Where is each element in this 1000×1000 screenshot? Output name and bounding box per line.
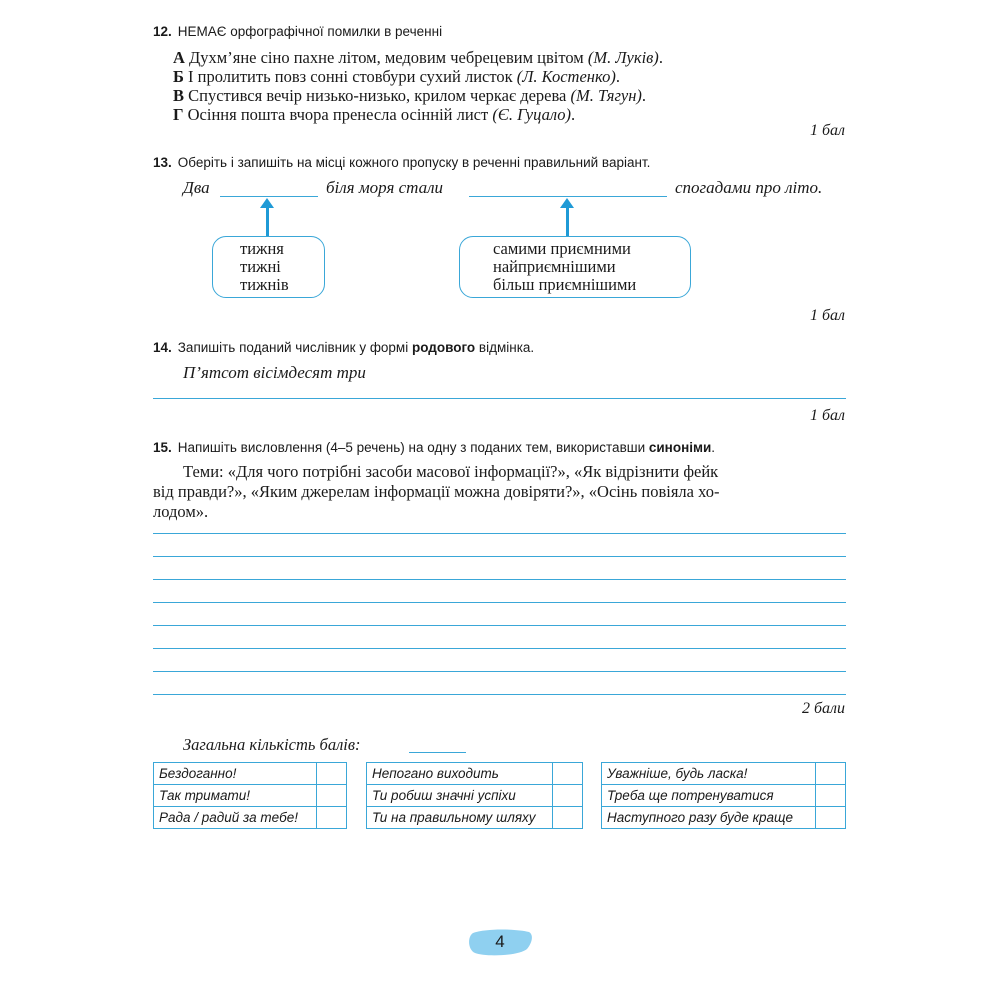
grade-checkbox[interactable]: [317, 807, 347, 829]
grade-table-2: [366, 762, 583, 829]
q12-options: [173, 48, 663, 124]
grade-comment: Ти на правильному шляху: [367, 807, 553, 829]
q13-sentence-part3: спогадами про літо.: [675, 178, 823, 197]
q12-option-a[interactable]: А Духм’яне сіно пахне літом, медовим чебрецевим цвітом (М. Луків).: [173, 48, 663, 67]
grade-comment: Бездоганно!: [154, 763, 317, 785]
q12-score: 1 бал: [809, 122, 845, 139]
grade-checkbox[interactable]: [553, 807, 583, 829]
q12-heading: [153, 24, 442, 39]
q15-answer-line[interactable]: [153, 579, 846, 580]
q13-blank-2[interactable]: [469, 196, 667, 197]
grade-checkbox[interactable]: [816, 785, 846, 807]
q13-box2-option[interactable]: найприємнішими: [493, 257, 616, 276]
q15-answer-line[interactable]: [153, 625, 846, 626]
total-score-field[interactable]: [409, 752, 466, 753]
q15-topics: Теми: «Для чого потрібні засоби масової інформації?», «Як відрізнити фейк від правди?», «Яким джерелам інформації можна довіряти?», «Осінь повіяла хо- лодом».: [153, 462, 720, 521]
q15-answer-line[interactable]: [153, 648, 846, 649]
grade-comment: Так тримати!: [154, 785, 317, 807]
grade-comment: Непогано виходить: [367, 763, 553, 785]
q12-option-h[interactable]: Г Осіння пошта вчора пренесла осінній лист (Є. Гуцало).: [173, 105, 576, 124]
q12-option-b[interactable]: Б І пролитить повз сонні стовбури сухий листок (Л. Костенко).: [173, 67, 620, 86]
q14-answer-line[interactable]: [153, 398, 846, 399]
q15-answer-line[interactable]: [153, 533, 846, 534]
q15-answer-line[interactable]: [153, 671, 846, 672]
q13-box1-option[interactable]: тижні: [240, 257, 281, 276]
total-score-label: Загальна кількість балів:: [183, 735, 361, 754]
page-number-badge: [467, 929, 533, 956]
grade-checkbox[interactable]: [317, 785, 347, 807]
q13-options-box-1: [212, 236, 325, 298]
q13-heading: [153, 155, 650, 170]
grade-comment: Треба ще потренуватися: [602, 785, 816, 807]
q14-number: 14.: [153, 340, 172, 355]
grade-table-3: [601, 762, 846, 829]
q13-box1-option[interactable]: тижнів: [240, 275, 289, 294]
q13-options-box-2: [459, 236, 691, 298]
q12-option-v[interactable]: В Спустився вечір низько-низько, крилом черкає дерева (М. Тягун).: [173, 86, 647, 105]
grade-checkbox[interactable]: [816, 807, 846, 829]
q15-answer-line[interactable]: [153, 556, 846, 557]
q15-score: 2 бали: [801, 700, 845, 717]
q15-number: 15.: [153, 440, 172, 455]
q14-numeral: П’ятсот вісімдесят три: [183, 363, 366, 382]
q15-answer-line[interactable]: [153, 602, 846, 603]
grade-checkbox[interactable]: [553, 763, 583, 785]
q15-answer-line[interactable]: [153, 694, 846, 695]
arrow-shaft: [266, 207, 269, 236]
q14-heading: 14. Запишіть поданий числівник у формі родового відмінка.: [153, 340, 535, 355]
q13-box2-option[interactable]: самими приємними: [493, 239, 631, 258]
grade-comment: Рада / радий за тебе!: [154, 807, 317, 829]
page-number: 4: [495, 932, 505, 951]
grade-comment: Ти робиш значні успіхи: [367, 785, 553, 807]
q15-heading: 15. Напишіть висловлення (4–5 речень) на одну з поданих тем, використавши синоніми.: [153, 440, 716, 455]
arrow-shaft: [566, 207, 569, 236]
grade-comment: Наступного разу буде краще: [602, 807, 816, 829]
q13-score: 1 бал: [809, 307, 845, 324]
q13-box2-option[interactable]: більш приємнішими: [493, 275, 637, 294]
q13-blank-1[interactable]: [220, 196, 318, 197]
grade-comment: Уважніше, будь ласка!: [602, 763, 816, 785]
grade-checkbox[interactable]: [816, 763, 846, 785]
grade-table-1: [153, 762, 347, 829]
q13-number: 13.: [153, 155, 172, 170]
q13-sentence-part1: Два: [183, 178, 210, 197]
q14-score: 1 бал: [809, 407, 845, 424]
grade-checkbox[interactable]: [317, 763, 347, 785]
q12-number: 12.: [153, 24, 172, 39]
q13-sentence-part2: біля моря стали: [326, 178, 444, 197]
q12-prompt: НЕМАЄ орфографічної помилки в реченні: [177, 24, 443, 39]
grade-checkbox[interactable]: [553, 785, 583, 807]
q13-box1-option[interactable]: тижня: [240, 239, 284, 258]
q13-prompt: Оберіть і запишіть на місці кожного пропуску в реченні правильний варіант.: [177, 155, 651, 170]
